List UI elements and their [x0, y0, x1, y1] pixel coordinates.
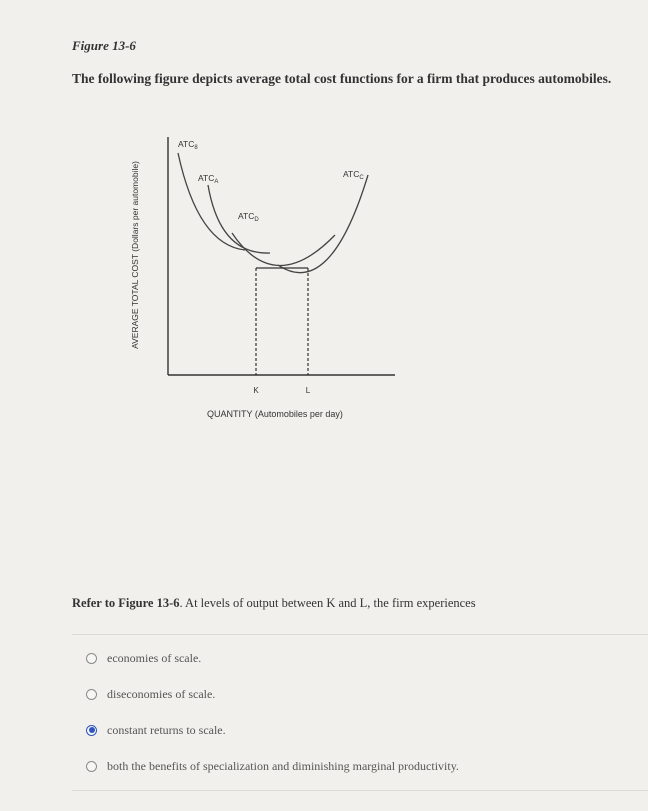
- option-label: diseconomies of scale.: [107, 686, 216, 701]
- figure-label: Figure 13-6: [72, 38, 136, 53]
- option-label: both the benefits of specialization and diminishing marginal productivity.: [107, 758, 459, 773]
- question-body: . At levels of output between K and L, the firm experiences: [179, 596, 476, 610]
- option-specialization[interactable]: [86, 748, 459, 784]
- option-label: economies of scale.: [107, 650, 202, 665]
- intro-text: The following figure depicts average total cost functions for a firm that produces automobiles.: [72, 71, 612, 86]
- curve-label-atc-b: $ATC_8$: [178, 139, 198, 151]
- curve-label-atc-c: $ATC_C$: [343, 169, 364, 181]
- divider: [72, 634, 648, 635]
- figure-reference: Refer to Figure 13-6: [72, 596, 180, 610]
- atc-curve-c: [278, 175, 368, 273]
- question-text: [72, 596, 476, 611]
- option-economies[interactable]: [86, 640, 459, 676]
- answer-options: [86, 640, 459, 784]
- x-tick-l: L: [305, 386, 311, 395]
- x-tick-k: K: [253, 386, 259, 395]
- option-constant-returns[interactable]: [86, 712, 459, 748]
- option-label: constant returns to scale.: [107, 722, 226, 737]
- option-diseconomies[interactable]: [86, 676, 459, 712]
- radio-button-selected[interactable]: [86, 725, 97, 736]
- y-axis-label: AVERAGE TOTAL COST (Dollars per automobile): [130, 161, 140, 349]
- divider: [72, 790, 648, 791]
- radio-button[interactable]: [86, 761, 97, 772]
- radio-button[interactable]: [86, 689, 97, 700]
- atc-chart: [110, 125, 400, 425]
- curve-label-atc-d: $ATC_D$: [238, 211, 259, 223]
- x-axis-label: QUANTITY (Automobiles per day): [207, 409, 343, 419]
- radio-button[interactable]: [86, 653, 97, 664]
- curve-label-atc-a: $ATC_A$: [198, 173, 219, 185]
